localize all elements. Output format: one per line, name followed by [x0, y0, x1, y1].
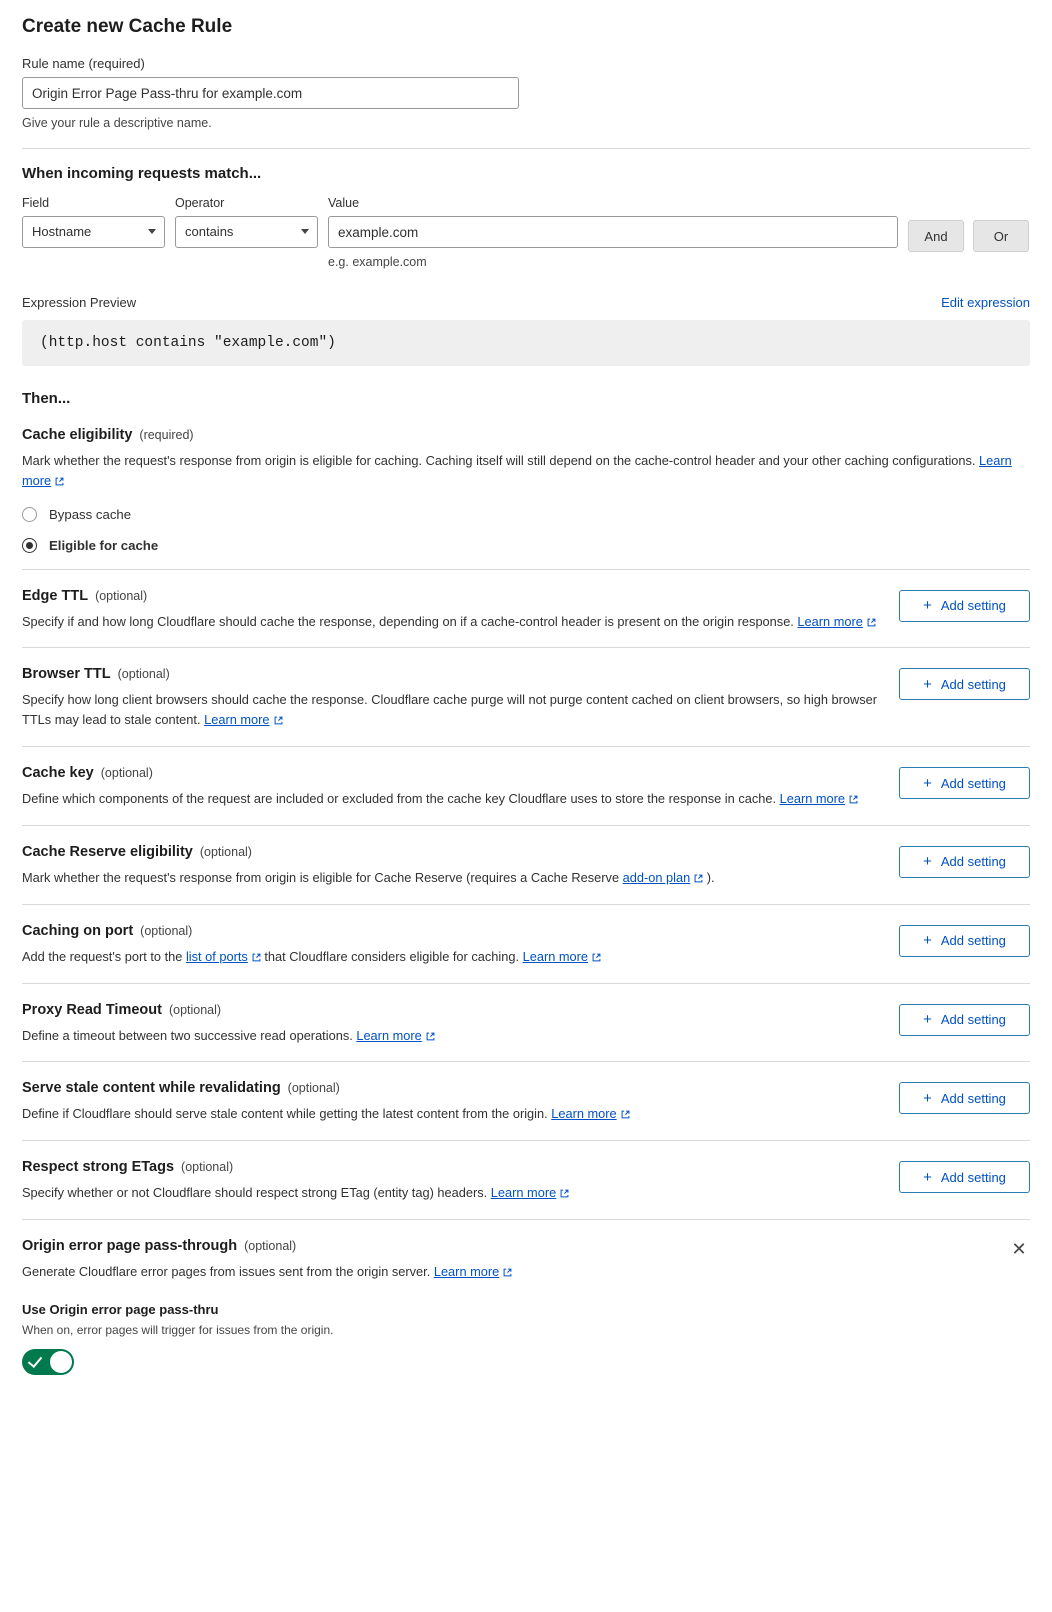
plus-icon: +: [923, 932, 932, 950]
learn-more-link[interactable]: Learn more: [204, 712, 270, 728]
plus-icon: +: [923, 1089, 932, 1107]
then-title: Then...: [22, 390, 71, 407]
origin-error-optional: (optional): [244, 1239, 297, 1254]
add-setting-button[interactable]: [899, 1082, 1030, 1114]
setting-title: Serve stale content while revalidating: [22, 1080, 281, 1097]
list-of-ports-link[interactable]: list of ports: [185, 948, 248, 964]
setting-desc-text: Add the request's port to the: [22, 948, 186, 964]
cache-eligibility-heading: [22, 427, 1030, 443]
learn-more-link[interactable]: Learn more: [490, 1185, 557, 1201]
setting-description: [22, 947, 883, 967]
rule-name-group: [22, 56, 1030, 130]
setting-desc-text: Define which components of the request are included or excluded from the cache key Cloudflare uses to store the response in cache.: [22, 791, 780, 807]
add-on-plan-link[interactable]: add-on plan: [622, 869, 691, 885]
field-select[interactable]: [22, 216, 165, 248]
radio-icon-bypass: [22, 507, 37, 522]
external-link-icon: [55, 477, 64, 486]
setting-optional: (optional): [140, 923, 193, 938]
cache-eligibility-description: [22, 451, 1022, 491]
cache-eligibility-required: (required): [139, 428, 194, 442]
and-button[interactable]: And: [908, 220, 964, 252]
add-setting-label: Add setting: [940, 598, 1006, 614]
add-setting-label: Add setting: [940, 676, 1006, 692]
setting-desc-text: Specify whether or not Cloudflare should respect strong ETag (entity tag) headers.: [22, 1185, 491, 1201]
setting-description: [22, 789, 883, 809]
add-setting-button[interactable]: [899, 767, 1030, 799]
external-link-icon: [503, 1268, 512, 1277]
setting-title: Caching on port: [22, 922, 134, 939]
setting-browser-ttl: [22, 648, 1030, 747]
learn-more-link[interactable]: Learn more: [356, 1027, 422, 1043]
toggle-subtitle: When on, error pages will trigger for issues from the origin.: [22, 1322, 334, 1337]
add-setting-button[interactable]: [899, 668, 1030, 700]
setting-optional: (optional): [199, 844, 252, 859]
field-label: Field: [22, 196, 50, 210]
plus-icon: +: [923, 1011, 932, 1029]
learn-more-link[interactable]: Learn more: [779, 791, 846, 807]
setting-edge-ttl: [22, 570, 1030, 649]
or-button[interactable]: Or: [973, 220, 1029, 252]
radio-label-eligible: Eligible for cache: [49, 537, 159, 553]
setting-proxy-read-timeout: [22, 984, 1030, 1063]
add-setting-button[interactable]: [899, 590, 1030, 622]
expression-preview-box: (http.host contains "example.com"): [22, 320, 1030, 366]
setting-title: Edge TTL: [22, 587, 89, 604]
setting-desc-text: Define if Cloudflare should serve stale content while getting the latest content from the origin.: [22, 1106, 552, 1122]
add-setting-button[interactable]: [899, 925, 1030, 957]
external-link-icon: [621, 1110, 630, 1119]
setting-title: Cache Reserve eligibility: [22, 843, 193, 860]
chevron-down-icon: [148, 229, 156, 234]
setting-title: Cache key: [22, 765, 94, 782]
add-setting-button[interactable]: [899, 1161, 1030, 1193]
learn-more-link[interactable]: Learn more: [22, 453, 1012, 488]
origin-error-description: [22, 1262, 1022, 1282]
add-setting-label: Add setting: [940, 933, 1006, 949]
setting-optional: (optional): [100, 766, 153, 781]
learn-more-link[interactable]: Learn more: [551, 1106, 617, 1122]
add-setting-button[interactable]: [899, 1004, 1030, 1036]
setting-description: [22, 868, 883, 888]
rule-name-label: Rule name (required): [22, 56, 145, 71]
cache-eligibility-title: Cache eligibility: [22, 427, 133, 443]
toggle-title: Use Origin error page pass-thru: [22, 1301, 219, 1317]
external-link-icon: [426, 1032, 435, 1041]
plus-icon: +: [923, 774, 932, 792]
expression-header: [22, 295, 1030, 310]
field-select-value: Hostname: [22, 216, 165, 248]
chevron-down-icon: [301, 229, 309, 234]
learn-more-link[interactable]: Learn more: [522, 948, 589, 964]
edit-expression-link[interactable]: Edit expression: [941, 295, 1030, 310]
origin-error-toggle-group: [22, 1302, 1030, 1375]
setting-title: Respect strong ETags: [22, 1159, 175, 1176]
add-setting-label: Add setting: [940, 1169, 1006, 1185]
match-section-title: When incoming requests match...: [22, 165, 262, 182]
origin-error-title: Origin error page pass-through: [22, 1238, 238, 1255]
setting-description: [22, 1104, 883, 1124]
cache-eligibility-desc-text: Mark whether the request's response from origin is eligible for caching. Caching itself will still depend on the cache-control header and your other caching configurations.: [22, 453, 980, 468]
plus-icon: +: [923, 675, 932, 693]
external-link-icon: [252, 953, 261, 962]
setting-title: Browser TTL: [22, 666, 111, 683]
setting-desc-text: Mark whether the request's response from origin is eligible for Cache Reserve (requires a Cache Reserve: [22, 869, 623, 885]
close-icon[interactable]: ✕: [1011, 1239, 1027, 1260]
operator-column: [175, 196, 318, 248]
setting-cache-reserve-eligibility: [22, 826, 1030, 905]
learn-more-link[interactable]: Learn more: [797, 613, 863, 629]
origin-error-desc-text: Generate Cloudflare error pages from issues sent from the origin server.: [22, 1264, 434, 1280]
add-setting-button[interactable]: [899, 846, 1030, 878]
add-setting-label: Add setting: [940, 1012, 1006, 1028]
radio-eligible-for-cache[interactable]: [22, 538, 1030, 553]
setting-serve-stale-content: [22, 1062, 1030, 1141]
value-helper: e.g. example.com: [328, 255, 427, 269]
external-link-icon: [849, 795, 858, 804]
setting-origin-error-page-pass-through: [22, 1220, 1030, 1391]
operator-label: Operator: [175, 196, 225, 210]
divider-rule-name: [22, 148, 1030, 149]
setting-optional: (optional): [287, 1081, 340, 1096]
cache-eligibility-block: [22, 407, 1030, 570]
plus-icon: +: [923, 853, 932, 871]
setting-desc-text-2: ).: [703, 869, 715, 885]
plus-icon: +: [923, 597, 932, 615]
setting-optional: (optional): [168, 1002, 222, 1017]
toggle-knob: [50, 1351, 72, 1373]
setting-description: [22, 1026, 883, 1046]
setting-caching-on-port: [22, 905, 1030, 984]
setting-description: [22, 1183, 883, 1203]
value-label: Value: [328, 196, 360, 210]
setting-cache-key: [22, 747, 1030, 826]
setting-desc-text: Specify how long client browsers should cache the response. Cloudflare cache purge will not purge content cached on client browsers, so high browser TTLs may lead to stale content.: [22, 692, 878, 728]
operator-select-value: contains: [175, 216, 318, 248]
radio-bypass-cache[interactable]: [22, 507, 1030, 522]
page-title: Create new Cache Rule: [22, 16, 233, 37]
rule-name-helper: Give your rule a descriptive name.: [22, 116, 212, 130]
radio-label-bypass: Bypass cache: [49, 506, 132, 522]
external-link-icon: [560, 1189, 569, 1198]
check-icon: [28, 1353, 42, 1368]
setting-title: Proxy Read Timeout: [22, 1001, 162, 1018]
setting-desc-text-2: that Cloudflare considers eligible for caching.: [260, 948, 523, 964]
operator-select[interactable]: [175, 216, 318, 248]
add-setting-label: Add setting: [940, 1090, 1006, 1106]
value-column: [328, 196, 898, 269]
match-row: [22, 196, 1030, 269]
external-link-icon: [867, 618, 876, 627]
external-link-icon: [592, 953, 601, 962]
setting-optional: (optional): [95, 588, 148, 603]
add-setting-label: Add setting: [940, 854, 1006, 870]
logic-buttons: [908, 220, 1029, 252]
add-setting-label: Add setting: [940, 775, 1006, 791]
value-input[interactable]: [328, 216, 898, 248]
setting-desc-text: Define a timeout between two successive read operations.: [22, 1027, 357, 1043]
radio-icon-eligible: [22, 538, 37, 553]
setting-description: [22, 690, 883, 730]
setting-optional: (optional): [181, 1160, 234, 1175]
rule-name-input[interactable]: [22, 77, 519, 109]
expression-preview-label: Expression Preview: [22, 295, 137, 310]
setting-optional: (optional): [117, 667, 170, 682]
setting-respect-strong-etags: [22, 1141, 1030, 1220]
external-link-icon: [274, 716, 283, 725]
setting-desc-text: Specify if and how long Cloudflare should cache the response, depending on if a cache-control header is present on the origin response.: [22, 613, 798, 629]
plus-icon: +: [923, 1168, 932, 1186]
external-link-icon: [694, 874, 703, 883]
setting-description: [22, 612, 883, 632]
origin-error-pass-thru-toggle[interactable]: [22, 1349, 74, 1375]
field-column: [22, 196, 165, 248]
learn-more-link[interactable]: Learn more: [433, 1264, 500, 1280]
